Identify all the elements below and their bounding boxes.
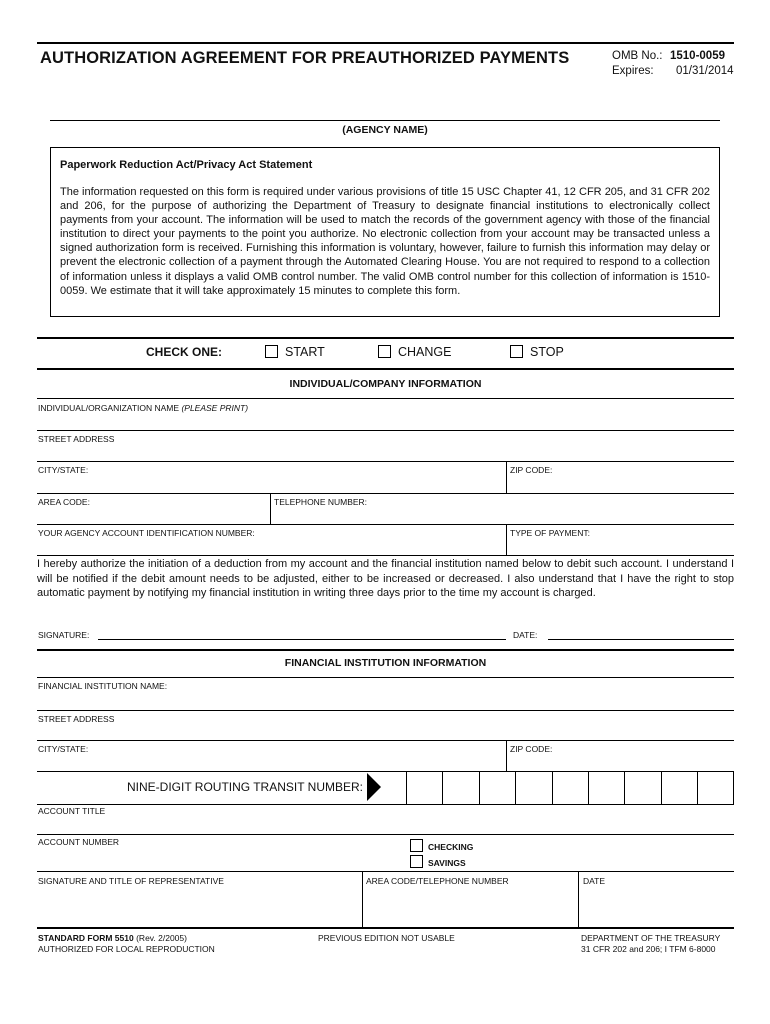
footer-department [581,933,720,955]
expires-label: Expires: [612,65,654,77]
footer-form-info [38,933,215,955]
agency-name-line[interactable] [50,120,720,121]
individual-name-label: INDIVIDUAL/ORGANIZATION NAME [38,403,180,413]
rule [37,398,734,399]
individual-name-field[interactable] [38,403,248,413]
rule [37,461,734,462]
rule [37,710,734,711]
rule [37,871,734,872]
financial-top-rule [37,649,734,651]
routing-digit-7[interactable] [624,771,660,805]
form-revision: (Rev. 2/2005) [136,933,187,943]
financial-zip-field[interactable]: ZIP CODE: [510,744,553,754]
previous-edition-note: PREVIOUS EDITION NOT USABLE [318,933,455,943]
rep-date-field[interactable]: DATE [583,876,606,886]
routing-digit-2[interactable] [442,771,478,805]
date-label: DATE: [513,630,538,640]
date-line[interactable] [548,639,734,640]
rule [37,493,734,494]
divider [506,461,507,493]
omb-block [612,49,734,79]
financial-name-field[interactable]: FINANCIAL INSTITUTION NAME: [38,681,168,691]
savings-checkbox[interactable] [410,855,423,868]
privacy-text: The information requested on this form is required under various provisions of title 15 USC Chapter 41, 12 CFR 205, and 31 CFR 202 and 206, for the purpose of authorizing the Department of Treasury to designate financial institutions to electronically collect payments from your account. The information will be used to match the records of the government agency with those of the financial institution to direct your payments to the point you authorize. No electronic collection from your account may be transacted unless a signed authorization form is received. Furnishing this information is voluntary, however, failure to furnish this information may delay or prevent the electronic collection of a payment through the Automated Clearing House. You are not required to respond to a collection of information unless it displays a valid OMB control number. The valid OMB control number for this collection of information is 1510-0059. We estimate that it will take approximately 15 minutes to complete this form. [60,186,710,297]
financial-street-field[interactable]: STREET ADDRESS [38,714,115,724]
routing-digit-3[interactable] [479,771,515,805]
rule [37,430,734,431]
individual-zip-field[interactable]: ZIP CODE: [510,465,553,475]
financial-city-field[interactable]: CITY/STATE: [38,744,89,754]
form-name: STANDARD FORM 5510 [38,933,134,943]
individual-street-field[interactable]: STREET ADDRESS [38,434,115,444]
check-row-top-rule [37,337,734,339]
routing-digit-5[interactable] [552,771,588,805]
rep-signature-field[interactable]: SIGNATURE AND TITLE OF REPRESENTATIVE [38,876,224,886]
department-name: DEPARTMENT OF THE TREASURY [581,933,721,943]
divider [362,871,363,928]
savings-label: SAVINGS [428,858,466,868]
stop-checkbox[interactable] [510,345,523,358]
expires-date: 01/31/2014 [676,65,734,77]
divider [506,524,507,555]
check-one-label: CHECK ONE: [146,345,223,359]
reproduction-note: AUTHORIZED FOR LOCAL REPRODUCTION [38,944,215,954]
rule [37,740,734,741]
signature-line[interactable] [98,639,506,640]
routing-number-label: NINE-DIGIT ROUTING TRANSIT NUMBER: [127,780,364,794]
individual-section-heading: INDIVIDUAL/COMPANY INFORMATION [289,378,482,390]
rule [37,555,734,556]
privacy-statement-box [50,147,720,317]
authorization-text: I hereby authorize the initiation of a deduction from my account and the financial institution named below to debit such account. I understand I will be notified if the debit amount needs to be adjusted, either to be increased or decreased. I also understand that I have the right to stop automatic payment by notifying my financial institution in writing three days prior to the time my account is charged. [37,558,734,599]
footer-rule [37,927,734,929]
rule [37,834,734,835]
omb-number: 1510-0059 [670,50,725,62]
individual-city-field[interactable]: CITY/STATE: [38,465,89,475]
financial-section-heading: FINANCIAL INSTITUTION INFORMATION [284,657,487,669]
signature-label: SIGNATURE: [38,630,90,640]
privacy-title: Paperwork Reduction Act/Privacy Act Statement [60,159,313,171]
start-label: START [285,345,325,359]
area-code-field[interactable]: AREA CODE: [38,497,90,507]
routing-digit-9[interactable] [697,771,734,805]
account-id-field[interactable]: YOUR AGENCY ACCOUNT IDENTIFICATION NUMBER: [38,528,255,538]
divider [270,493,271,524]
arrow-right-icon [367,773,381,801]
rep-phone-field[interactable]: AREA CODE/TELEPHONE NUMBER [366,876,509,886]
rule [37,804,734,805]
divider [506,740,507,771]
top-rule [37,42,734,44]
change-checkbox[interactable] [378,345,391,358]
routing-digit-1[interactable] [406,771,442,805]
cfr-reference: 31 CFR 202 and 206; I TFM 6-8000 [581,944,716,954]
routing-digit-8[interactable] [661,771,697,805]
divider [578,871,579,928]
form-title: AUTHORIZATION AGREEMENT FOR PREAUTHORIZED PAYMENTS [40,49,570,67]
routing-digit-4[interactable] [515,771,551,805]
please-print-note: (PLEASE PRINT) [181,403,249,413]
payment-type-field[interactable]: TYPE OF PAYMENT: [510,528,590,538]
rule [37,524,734,525]
agency-name-label: (AGENCY NAME) [342,124,428,136]
check-row-bottom-rule [37,368,734,370]
change-label: CHANGE [398,345,452,359]
stop-label: STOP [530,345,564,359]
rule [37,677,734,678]
omb-label: OMB No.: [612,50,663,62]
start-checkbox[interactable] [265,345,278,358]
account-number-field[interactable]: ACCOUNT NUMBER [38,837,120,847]
checking-checkbox[interactable] [410,839,423,852]
account-title-field[interactable]: ACCOUNT TITLE [38,806,106,816]
routing-digit-6[interactable] [588,771,624,805]
checking-label: CHECKING [428,842,474,852]
telephone-field[interactable]: TELEPHONE NUMBER: [274,497,368,507]
